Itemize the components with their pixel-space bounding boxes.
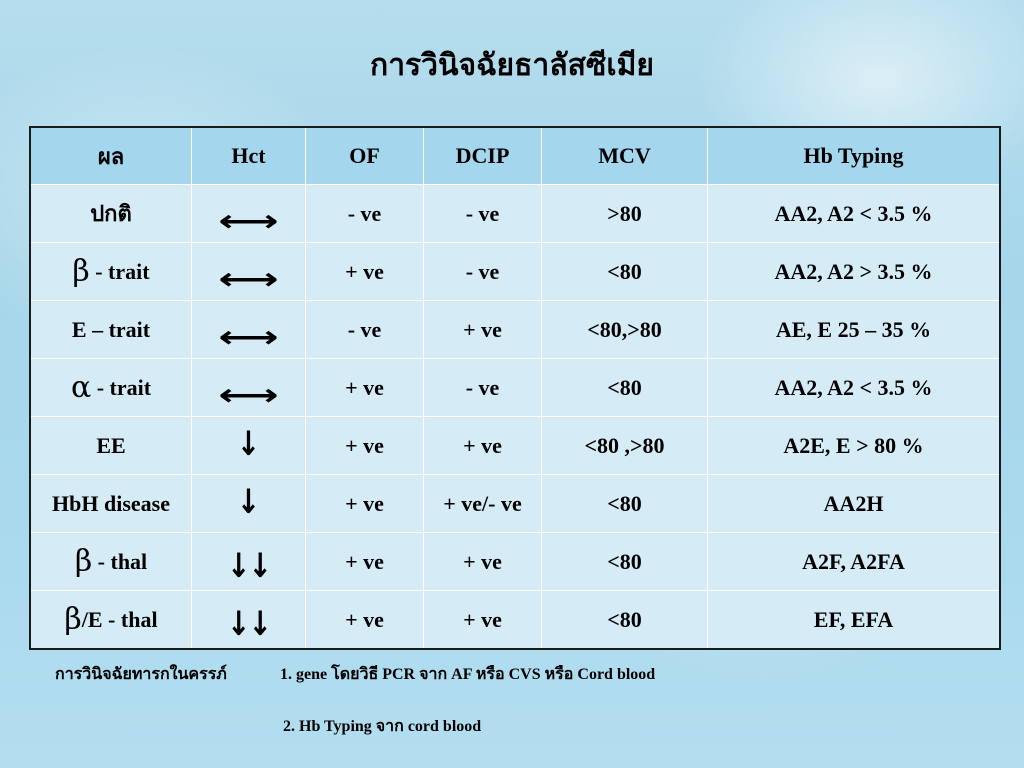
cell-dcip: - ve [424, 243, 542, 301]
down-arrow-icon: ↓ [236, 423, 261, 464]
cell-of: + ve [306, 533, 424, 591]
cell-hct [192, 359, 306, 417]
table-row [30, 591, 1000, 650]
cell-dcip: - ve [424, 359, 542, 417]
result-label: /E - thal [81, 607, 158, 632]
cell-dcip: + ve [424, 533, 542, 591]
cell-hct [192, 301, 306, 359]
cell-hct [192, 417, 306, 475]
header-hb-typing: Hb Typing [708, 127, 1001, 185]
cell-hct [192, 243, 306, 301]
double-arrow-icon: ⟷ [218, 320, 279, 355]
table-header-row [30, 127, 1000, 185]
cell-hb-typing: A2F, A2FA [708, 533, 1001, 591]
table-row [30, 417, 1000, 475]
table-row [30, 359, 1000, 417]
double-down-arrow-icon: ↓↓ [227, 545, 270, 586]
diagnosis-table [29, 126, 1001, 650]
double-arrow-icon: ⟷ [218, 204, 279, 239]
cell-result [30, 243, 192, 301]
cell-hb-typing: AA2, A2 < 3.5 % [708, 359, 1001, 417]
cell-result [30, 591, 192, 650]
table-row [30, 533, 1000, 591]
beta-symbol: β [64, 602, 82, 637]
result-label: ปกติ [90, 201, 132, 226]
cell-hb-typing: A2E, E > 80 % [708, 417, 1001, 475]
cell-of: + ve [306, 417, 424, 475]
cell-dcip: - ve [424, 185, 542, 243]
notes-line-2: 2. Hb Typing จาก cord blood [283, 718, 482, 735]
double-down-arrow-icon: ↓↓ [227, 603, 270, 644]
double-arrow-icon: ⟷ [218, 262, 279, 297]
header-of: OF [306, 127, 424, 185]
cell-hb-typing: AA2, A2 > 3.5 % [708, 243, 1001, 301]
table-row [30, 475, 1000, 533]
beta-symbol: β [74, 544, 93, 579]
double-arrow-icon: ⟷ [218, 378, 279, 413]
cell-mcv: <80 [542, 243, 708, 301]
cell-dcip: + ve [424, 591, 542, 650]
cell-result [30, 417, 192, 475]
cell-hct [192, 185, 306, 243]
cell-of: - ve [306, 301, 424, 359]
cell-of: - ve [306, 185, 424, 243]
cell-result [30, 301, 192, 359]
cell-hb-typing: AA2H [708, 475, 1001, 533]
cell-of: + ve [306, 591, 424, 650]
header-dcip: DCIP [424, 127, 542, 185]
beta-symbol: β [72, 254, 90, 289]
cell-result [30, 475, 192, 533]
cell-hct [192, 533, 306, 591]
cell-of: + ve [306, 243, 424, 301]
cell-hb-typing: AA2, A2 < 3.5 % [708, 185, 1001, 243]
cell-hb-typing: AE, E 25 – 35 % [708, 301, 1001, 359]
cell-mcv: <80 [542, 533, 708, 591]
cell-mcv: <80 [542, 591, 708, 650]
cell-result [30, 533, 192, 591]
cell-dcip: + ve/- ve [424, 475, 542, 533]
table-row [30, 301, 1000, 359]
down-arrow-icon: ↓ [236, 481, 261, 522]
header-hct: Hct [192, 127, 306, 185]
cell-mcv: <80 ,>80 [542, 417, 708, 475]
result-label: - trait [91, 375, 152, 400]
header-result: ผล [30, 127, 192, 185]
result-label: HbH disease [52, 491, 170, 516]
notes-line-1: 1. gene โดยวิธี PCR จาก AF หรือ CVS หรือ Cord blood [280, 666, 656, 683]
alpha-symbol: α [70, 370, 92, 405]
cell-result [30, 185, 192, 243]
cell-mcv: <80 [542, 475, 708, 533]
cell-hct [192, 591, 306, 650]
cell-of: + ve [306, 475, 424, 533]
slide-title: การวินิจฉัยธาลัสซีเมีย [370, 49, 654, 82]
cell-mcv: <80 [542, 359, 708, 417]
prenatal-diagnosis-notes [55, 662, 656, 735]
cell-dcip: + ve [424, 417, 542, 475]
cell-mcv: <80,>80 [542, 301, 708, 359]
cell-hb-typing: EF, EFA [708, 591, 1001, 650]
notes-label: การวินิจฉัยทารกในครรภ์ [55, 666, 227, 683]
header-mcv: MCV [542, 127, 708, 185]
table-row [30, 185, 1000, 243]
cell-hct [192, 475, 306, 533]
table-row [30, 243, 1000, 301]
result-label: EE [96, 433, 126, 458]
cell-result [30, 359, 192, 417]
result-label: E – trait [71, 317, 151, 342]
result-label: - thal [92, 549, 148, 574]
result-label: - trait [89, 259, 150, 284]
cell-of: + ve [306, 359, 424, 417]
cell-dcip: + ve [424, 301, 542, 359]
cell-mcv: >80 [542, 185, 708, 243]
